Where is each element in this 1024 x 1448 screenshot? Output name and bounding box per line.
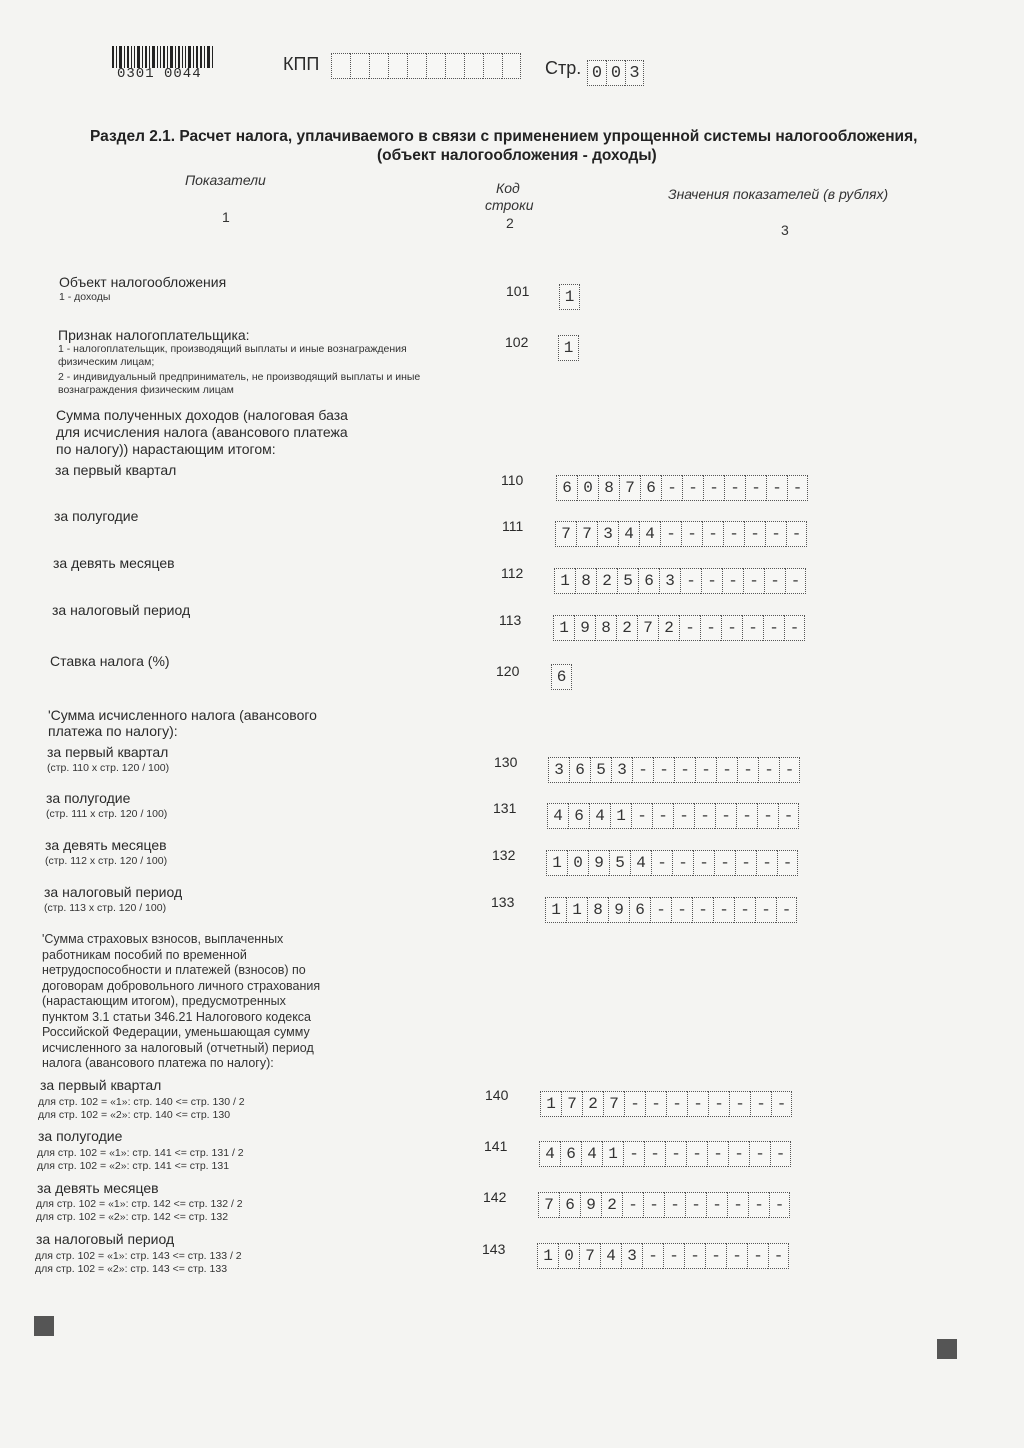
value-cell[interactable]: - — [748, 1192, 769, 1218]
kpp-cell[interactable] — [483, 53, 502, 79]
kpp-cell[interactable] — [426, 53, 445, 79]
value-cell[interactable]: 5 — [590, 757, 611, 783]
row-133-label: за налоговый период — [44, 884, 183, 900]
group-140-line9: налога (авансового платежа по налогу): — [42, 1056, 274, 1070]
value-cell[interactable]: - — [744, 521, 765, 547]
value-cell[interactable]: 5 — [617, 568, 638, 594]
row-142-label: за девять месяцев — [37, 1180, 159, 1196]
row-113-label: за налоговый период — [52, 602, 191, 618]
row-113-code: 113 — [499, 612, 522, 628]
value-cell[interactable]: - — [663, 1243, 684, 1269]
value-cell[interactable]: 1 — [559, 284, 580, 310]
value-cell[interactable]: - — [673, 803, 694, 829]
row-130-label: за первый квартал — [47, 744, 169, 760]
value-cell[interactable]: - — [671, 897, 692, 923]
row-141-code: 141 — [484, 1138, 508, 1154]
value-cell[interactable]: 1 — [537, 1243, 558, 1269]
row-142-code: 142 — [483, 1189, 507, 1205]
row-102-sub4: вознаграждения физическим лицам — [58, 384, 234, 396]
value-cell[interactable]: - — [722, 568, 743, 594]
page-cell[interactable]: 0 — [587, 60, 606, 86]
kpp-cell[interactable] — [464, 53, 483, 79]
row-112-code: 112 — [501, 565, 524, 581]
row-140-code: 140 — [485, 1087, 509, 1103]
row-112-label: за девять месяцев — [53, 555, 175, 571]
kpp-cell[interactable] — [407, 53, 426, 79]
value-cell[interactable]: 7 — [619, 475, 640, 501]
value-cell[interactable]: 9 — [580, 1192, 601, 1218]
col2-title-b: строки — [485, 197, 534, 213]
row-101-code: 101 — [506, 283, 530, 299]
value-cell[interactable]: - — [747, 1243, 768, 1269]
value-cell[interactable]: - — [701, 568, 722, 594]
row-110-label: за первый квартал — [55, 462, 177, 478]
value-cell[interactable]: 8 — [595, 615, 616, 641]
row-133-code: 133 — [491, 894, 515, 910]
row-133-value[interactable] — [545, 897, 797, 923]
value-cell[interactable]: 1 — [602, 1141, 623, 1167]
col1-num: 1 — [222, 209, 230, 225]
value-cell[interactable]: - — [651, 850, 672, 876]
group-110-line3: по налогу)) нарастающим итогом: — [56, 441, 276, 457]
value-cell[interactable]: 7 — [561, 1091, 582, 1117]
value-cell[interactable]: - — [749, 1141, 770, 1167]
value-cell[interactable]: 2 — [658, 615, 679, 641]
registration-mark-left — [34, 1316, 54, 1336]
value-cell[interactable]: - — [777, 850, 798, 876]
value-cell[interactable]: - — [682, 475, 703, 501]
value-cell[interactable]: 2 — [601, 1192, 622, 1218]
value-cell[interactable]: - — [778, 803, 799, 829]
row-130-sub: (стр. 110 х стр. 120 / 100) — [47, 762, 170, 774]
kpp-cell[interactable] — [445, 53, 464, 79]
group-140-line4: договорам добровольного личного страхования — [42, 978, 321, 993]
value-cell[interactable]: 9 — [608, 897, 629, 923]
value-cell[interactable]: - — [686, 1141, 707, 1167]
value-cell[interactable]: - — [763, 615, 784, 641]
row-102-sub1: 1 - налогоплательщик, производящий выплаты и иные вознаграждения — [58, 343, 407, 355]
page-number-field[interactable] — [587, 60, 644, 86]
page-label: Стр. — [545, 58, 582, 78]
value-cell[interactable]: - — [650, 897, 671, 923]
value-cell[interactable]: 6 — [568, 803, 589, 829]
row-101-label: Объект налогообложения — [59, 274, 227, 290]
row-101-value[interactable] — [559, 284, 580, 310]
value-cell[interactable]: - — [652, 803, 673, 829]
value-cell[interactable]: 9 — [574, 615, 595, 641]
value-cell[interactable]: 6 — [560, 1141, 581, 1167]
value-cell[interactable]: 6 — [556, 475, 577, 501]
row-143-label: за налоговый период — [36, 1231, 175, 1247]
row-142-value[interactable] — [538, 1192, 790, 1218]
row-143-code: 143 — [482, 1241, 506, 1257]
value-cell[interactable]: - — [769, 1192, 790, 1218]
group-140-line3: нетрудоспособности и платежей (взносов) по — [42, 963, 306, 977]
group-110-line2: для исчисления налога (авансового платежа — [56, 424, 348, 440]
value-cell[interactable]: - — [726, 1243, 747, 1269]
value-cell[interactable]: - — [770, 1141, 791, 1167]
value-cell[interactable]: - — [642, 1243, 663, 1269]
value-cell[interactable]: 8 — [575, 568, 596, 594]
value-cell[interactable]: 6 — [638, 568, 659, 594]
value-cell[interactable]: - — [632, 757, 653, 783]
row-131-value[interactable] — [547, 803, 799, 829]
value-cell[interactable]: - — [702, 521, 723, 547]
value-cell[interactable]: - — [776, 897, 797, 923]
value-cell[interactable]: - — [631, 803, 652, 829]
row-140-label: за первый квартал — [40, 1077, 162, 1093]
value-cell[interactable]: - — [706, 1192, 727, 1218]
value-cell[interactable]: - — [745, 475, 766, 501]
row-141-sub1: для стр. 102 = «1»: стр. 141 <= стр. 131 / 2 — [37, 1147, 244, 1159]
value-cell[interactable]: 3 — [659, 568, 680, 594]
barcode — [112, 46, 222, 68]
group-140-line6: пунктом 3.1 статьи 346.21 Налогового кодекса — [42, 1009, 312, 1024]
row-140-sub2: для стр. 102 = «2»: стр. 140 <= стр. 130 — [38, 1109, 231, 1121]
row-110-value[interactable] — [556, 475, 808, 501]
value-cell[interactable]: - — [707, 1141, 728, 1167]
value-cell[interactable]: 4 — [581, 1141, 602, 1167]
value-cell[interactable]: - — [665, 1141, 686, 1167]
value-cell[interactable]: 6 — [640, 475, 661, 501]
value-cell[interactable]: 0 — [577, 475, 598, 501]
group-130-line2: платежа по налогу): — [48, 723, 178, 739]
value-cell[interactable]: - — [679, 615, 700, 641]
value-cell[interactable]: 4 — [589, 803, 610, 829]
value-cell[interactable]: - — [768, 1243, 789, 1269]
kpp-cell[interactable] — [369, 53, 388, 79]
value-cell[interactable]: - — [645, 1091, 666, 1117]
row-101-sub: 1 - доходы — [59, 291, 111, 303]
kpp-field[interactable] — [331, 53, 521, 79]
row-102-sub2: физическим лицам; — [58, 356, 155, 368]
row-143-sub1: для стр. 102 = «1»: стр. 143 <= стр. 133 / 2 — [35, 1250, 242, 1262]
value-cell[interactable]: 1 — [546, 850, 567, 876]
value-cell[interactable]: 2 — [596, 568, 617, 594]
row-131-label: за полугодие — [46, 790, 131, 806]
value-cell[interactable]: 1 — [558, 335, 579, 361]
value-cell[interactable]: - — [724, 475, 745, 501]
value-cell[interactable]: 6 — [569, 757, 590, 783]
row-131-code: 131 — [493, 800, 517, 816]
row-110-code: 110 — [501, 472, 524, 488]
value-cell[interactable]: 3 — [597, 521, 618, 547]
value-cell[interactable]: - — [758, 757, 779, 783]
value-cell[interactable]: 4 — [539, 1141, 560, 1167]
row-132-code: 132 — [492, 847, 516, 863]
row-143-sub2: для стр. 102 = «2»: стр. 143 <= стр. 133 — [35, 1263, 228, 1275]
value-cell[interactable]: - — [721, 615, 742, 641]
value-cell[interactable]: - — [785, 568, 806, 594]
row-120-code: 120 — [496, 663, 520, 679]
barcode-number: 0301 0044 — [117, 66, 202, 82]
value-cell[interactable]: 2 — [582, 1091, 603, 1117]
row-112-value[interactable] — [554, 568, 806, 594]
value-cell[interactable]: 1 — [553, 615, 574, 641]
value-cell[interactable]: - — [766, 475, 787, 501]
value-cell[interactable]: - — [708, 1091, 729, 1117]
value-cell[interactable]: - — [757, 803, 778, 829]
group-140-line8: исчисленного за налоговый (отчетный) период — [42, 1040, 314, 1055]
group-140-line2: работникам пособий по временной — [42, 947, 247, 962]
value-cell[interactable]: 4 — [639, 521, 660, 547]
row-141-sub2: для стр. 102 = «2»: стр. 141 <= стр. 131 — [37, 1160, 230, 1172]
value-cell[interactable]: - — [672, 850, 693, 876]
value-cell[interactable]: 4 — [630, 850, 651, 876]
row-102-value[interactable] — [558, 335, 579, 361]
section-title-line1: Раздел 2.1. Расчет налога, уплачиваемого в связи с применением упрощенной системы налогообложения, — [90, 128, 918, 145]
value-cell[interactable]: - — [693, 850, 714, 876]
value-cell[interactable]: - — [728, 1141, 749, 1167]
value-cell[interactable]: 7 — [555, 521, 576, 547]
value-cell[interactable]: - — [715, 803, 736, 829]
row-130-value[interactable] — [548, 757, 800, 783]
value-cell[interactable]: - — [700, 615, 721, 641]
value-cell[interactable]: 0 — [567, 850, 588, 876]
value-cell[interactable]: 7 — [603, 1091, 624, 1117]
value-cell[interactable]: - — [623, 1141, 644, 1167]
value-cell[interactable]: 7 — [538, 1192, 559, 1218]
registration-mark-right — [937, 1339, 957, 1359]
value-cell[interactable]: - — [703, 475, 724, 501]
value-cell[interactable]: - — [687, 1091, 708, 1117]
value-cell[interactable]: - — [787, 475, 808, 501]
row-143-value[interactable] — [537, 1243, 789, 1269]
value-cell[interactable]: - — [714, 850, 735, 876]
row-102-code: 102 — [505, 334, 529, 350]
value-cell[interactable]: - — [723, 521, 744, 547]
value-cell[interactable]: 7 — [637, 615, 658, 641]
value-cell[interactable]: - — [716, 757, 737, 783]
row-142-sub2: для стр. 102 = «2»: стр. 142 <= стр. 132 — [36, 1211, 229, 1223]
value-cell[interactable]: - — [779, 757, 800, 783]
value-cell[interactable]: - — [624, 1091, 645, 1117]
row-141-value[interactable] — [539, 1141, 791, 1167]
row-130-code: 130 — [494, 754, 518, 770]
value-cell[interactable]: - — [685, 1192, 706, 1218]
row-132-value[interactable] — [546, 850, 798, 876]
value-cell[interactable]: - — [771, 1091, 792, 1117]
kpp-cell[interactable] — [388, 53, 407, 79]
row-120-label: Ставка налога (%) — [50, 653, 170, 669]
value-cell[interactable]: - — [742, 615, 763, 641]
row-132-sub: (стр. 112 х стр. 120 / 100) — [45, 855, 168, 867]
group-140-text — [42, 932, 320, 1072]
value-cell[interactable]: 3 — [548, 757, 569, 783]
value-cell[interactable]: - — [743, 568, 764, 594]
page-cell[interactable]: 3 — [625, 60, 644, 86]
row-102-sub3: 2 - индивидуальный предприниматель, не производящий выплаты и иные — [58, 371, 421, 383]
value-cell[interactable]: 7 — [579, 1243, 600, 1269]
value-cell[interactable]: 4 — [547, 803, 568, 829]
value-cell[interactable]: 6 — [551, 664, 572, 690]
value-cell[interactable]: 6 — [629, 897, 650, 923]
group-140-line7: Российской Федерации, уменьшающая сумму — [42, 1025, 310, 1039]
col3-title: Значения показателей (в рублях) — [668, 186, 889, 202]
value-cell[interactable]: - — [660, 521, 681, 547]
value-cell[interactable]: - — [692, 897, 713, 923]
value-cell[interactable]: 4 — [600, 1243, 621, 1269]
group-130-line1: 'Сумма исчисленного налога (авансового — [48, 707, 317, 723]
value-cell[interactable]: - — [643, 1192, 664, 1218]
value-cell[interactable]: - — [661, 475, 682, 501]
row-133-sub: (стр. 113 х стр. 120 / 100) — [44, 902, 167, 914]
row-142-sub1: для стр. 102 = «1»: стр. 142 <= стр. 132 / 2 — [36, 1198, 243, 1210]
page-cell[interactable]: 0 — [606, 60, 625, 86]
value-cell[interactable]: 2 — [616, 615, 637, 641]
value-cell[interactable]: - — [666, 1091, 687, 1117]
row-141-label: за полугодие — [38, 1128, 123, 1144]
value-cell[interactable]: - — [674, 757, 695, 783]
value-cell[interactable]: - — [653, 757, 674, 783]
value-cell[interactable]: - — [681, 521, 702, 547]
value-cell[interactable]: - — [622, 1192, 643, 1218]
value-cell[interactable]: - — [734, 897, 755, 923]
value-cell[interactable]: 6 — [559, 1192, 580, 1218]
value-cell[interactable]: - — [737, 757, 758, 783]
value-cell[interactable]: 3 — [611, 757, 632, 783]
col2-title-a: Код — [496, 180, 520, 196]
col1-title: Показатели — [185, 172, 266, 188]
value-cell[interactable]: - — [705, 1243, 726, 1269]
value-cell[interactable]: - — [644, 1141, 665, 1167]
value-cell[interactable]: - — [784, 615, 805, 641]
value-cell[interactable]: - — [680, 568, 701, 594]
value-cell[interactable]: - — [750, 1091, 771, 1117]
value-cell[interactable]: - — [694, 803, 715, 829]
value-cell[interactable]: - — [755, 897, 776, 923]
value-cell[interactable]: 0 — [558, 1243, 579, 1269]
value-cell[interactable]: - — [764, 568, 785, 594]
row-140-value[interactable] — [540, 1091, 792, 1117]
section-title-line2: (объект налогообложения - доходы) — [377, 147, 657, 164]
value-cell[interactable]: 1 — [540, 1091, 561, 1117]
value-cell[interactable]: 8 — [598, 475, 619, 501]
row-111-label: за полугодие — [54, 508, 139, 524]
value-cell[interactable]: 1 — [554, 568, 575, 594]
row-111-value[interactable] — [555, 521, 807, 547]
value-cell[interactable]: - — [729, 1091, 750, 1117]
value-cell[interactable]: 1 — [566, 897, 587, 923]
value-cell[interactable]: 3 — [621, 1243, 642, 1269]
value-cell[interactable]: 7 — [576, 521, 597, 547]
group-140-line1: 'Сумма страховых взносов, выплаченных — [42, 932, 284, 946]
group-110-line1: Сумма полученных доходов (налоговая база — [56, 407, 348, 423]
value-cell[interactable]: - — [713, 897, 734, 923]
kpp-cell[interactable] — [502, 53, 521, 79]
value-cell[interactable]: - — [664, 1192, 685, 1218]
row-132-label: за девять месяцев — [45, 837, 167, 853]
value-cell[interactable]: - — [684, 1243, 705, 1269]
value-cell[interactable]: - — [786, 521, 807, 547]
row-102-label: Признак налогоплательщика: — [58, 327, 250, 343]
value-cell[interactable]: 4 — [618, 521, 639, 547]
row-111-code: 111 — [502, 518, 524, 534]
col2-num: 2 — [506, 215, 514, 231]
section-title — [90, 127, 970, 165]
value-cell[interactable]: 1 — [610, 803, 631, 829]
value-cell[interactable]: 5 — [609, 850, 630, 876]
kpp-label: КПП — [283, 54, 320, 74]
group-140-line5: (нарастающим итогом), предусмотренных — [42, 994, 286, 1008]
row-140-sub1: для стр. 102 = «1»: стр. 140 <= стр. 130 / 2 — [38, 1096, 245, 1108]
row-120-value[interactable] — [551, 664, 572, 690]
value-cell[interactable]: 9 — [588, 850, 609, 876]
kpp-cell[interactable] — [331, 53, 350, 79]
value-cell[interactable]: - — [736, 803, 757, 829]
value-cell[interactable]: 1 — [545, 897, 566, 923]
value-cell[interactable]: - — [765, 521, 786, 547]
value-cell[interactable]: - — [756, 850, 777, 876]
value-cell[interactable]: - — [727, 1192, 748, 1218]
value-cell[interactable]: - — [695, 757, 716, 783]
value-cell[interactable]: 8 — [587, 897, 608, 923]
row-113-value[interactable] — [553, 615, 805, 641]
col3-num: 3 — [781, 222, 789, 238]
row-131-sub: (стр. 111 х стр. 120 / 100) — [46, 808, 168, 820]
value-cell[interactable]: - — [735, 850, 756, 876]
kpp-cell[interactable] — [350, 53, 369, 79]
